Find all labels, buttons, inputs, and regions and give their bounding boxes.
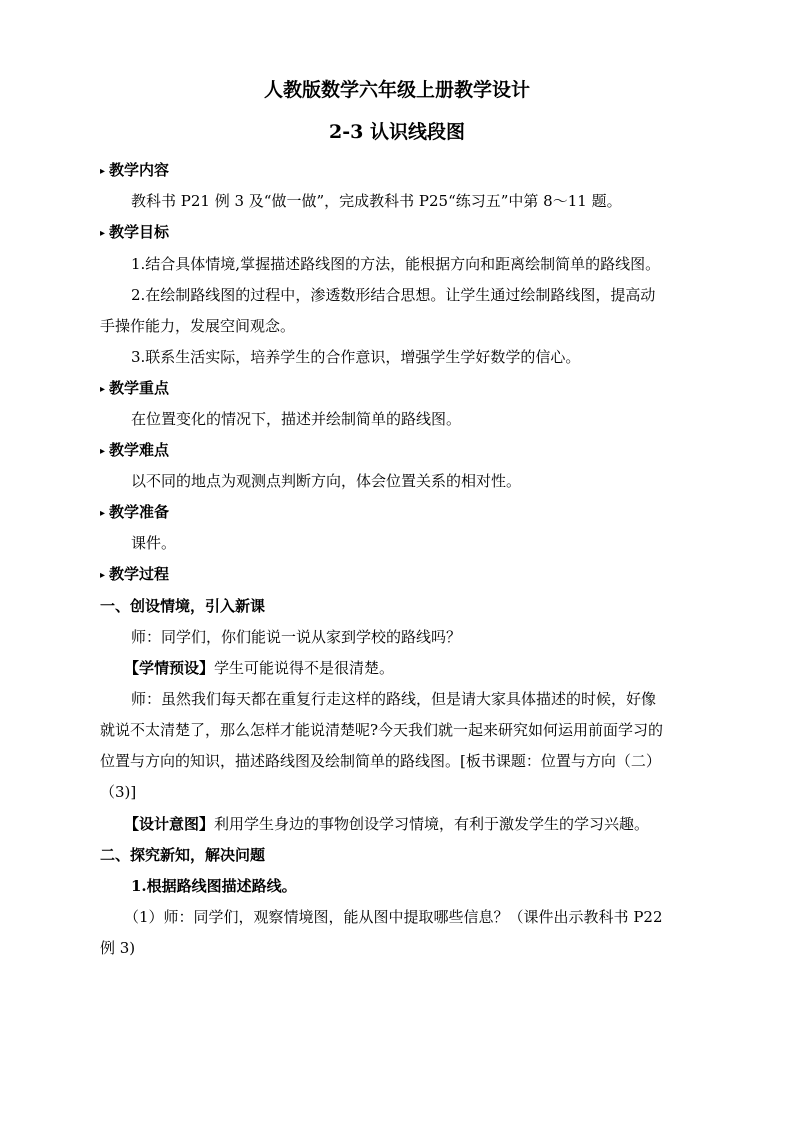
part1-intent xyxy=(124,814,649,834)
part1-situation xyxy=(124,658,394,678)
part1-teacher-line-3: 位置与方向的知识，描述路线图及绘制简单的路线图。[板书课题：位置与方向（二） xyxy=(100,752,661,770)
bullet-arrow-icon: ▸ xyxy=(100,228,106,239)
section-heading-goals: ▸ 教学目标 xyxy=(100,222,169,244)
situation-label: 【学情预设】 xyxy=(124,659,215,677)
section-heading-content: ▸ 教学内容 xyxy=(100,160,169,182)
bullet-arrow-icon: ▸ xyxy=(100,508,106,519)
part2-question-line-1: （1）师：同学们，观察情境图，能从图中提取哪些信息？（课件出示教科书 P22 xyxy=(124,908,663,926)
goal-item-2-line1: 2.在绘制路线图的过程中，渗透数形结合思想。让学生通过绘制路线图，提高动 xyxy=(131,286,656,304)
goal-item-3: 3.联系生活实际，培养学生的合作意识，增强学生学好数学的信心。 xyxy=(131,348,581,366)
part2-subheading: 1.根据路线图描述路线。 xyxy=(131,877,297,895)
part1-teacher-line-4: （3)] xyxy=(100,783,137,801)
part1-teacher-question: 师：同学们，你们能说一说从家到学校的路线吗？ xyxy=(131,628,462,646)
part1-teacher-line-1: 师：虽然我们每天都在重复行走这样的路线，但是请大家具体描述的时候，好像 xyxy=(131,690,657,708)
part1-heading: 一、创设情境，引入新课 xyxy=(100,597,266,615)
section-heading-preparation: ▸ 教学准备 xyxy=(100,502,169,524)
section-heading-difficulties: ▸ 教学难点 xyxy=(100,440,169,462)
situation-text: 学生可能说得不是很清楚。 xyxy=(214,659,395,677)
goal-item-2-line2: 手操作能力，发展空间观念。 xyxy=(100,317,296,335)
goal-item-1: 1.结合具体情境,掌握描述路线图的方法，能根据方向和距离绘制简单的路线图。 xyxy=(131,255,661,273)
bullet-arrow-icon: ▸ xyxy=(100,570,106,581)
document-title: 人教版数学六年级上册教学设计 xyxy=(263,79,530,101)
content-text: 教科书 P21 例 3 及“做一做”，完成教科书 P25“练习五”中第 8～11 题。 xyxy=(131,192,622,210)
bullet-arrow-icon: ▸ xyxy=(100,384,106,395)
part1-teacher-line-2: 就说不太清楚了，那么怎样才能说清楚呢?今天我们就一起来研究如何运用前面学习的 xyxy=(100,721,664,739)
bullet-arrow-icon: ▸ xyxy=(100,166,106,177)
section-heading-process: ▸ 教学过程 xyxy=(100,564,169,586)
intent-label: 【设计意图】 xyxy=(124,815,215,833)
section-heading-key-points: ▸ 教学重点 xyxy=(100,378,169,400)
bullet-arrow-icon: ▸ xyxy=(100,446,106,457)
part2-question-line-2: 例 3) xyxy=(100,939,136,957)
intent-text: 利用学生身边的事物创设学习情境，有利于激发学生的学习兴趣。 xyxy=(214,815,650,833)
preparation-text: 课件。 xyxy=(131,534,177,552)
lesson-title: 2-3 认识线段图 xyxy=(329,121,465,143)
key-points-text: 在位置变化的情况下，描述并绘制简单的路线图。 xyxy=(131,410,462,428)
part2-heading: 二、探究新知，解决问题 xyxy=(100,846,266,864)
difficulties-text: 以不同的地点为观测点判断方向，体会位置关系的相对性。 xyxy=(131,472,522,490)
